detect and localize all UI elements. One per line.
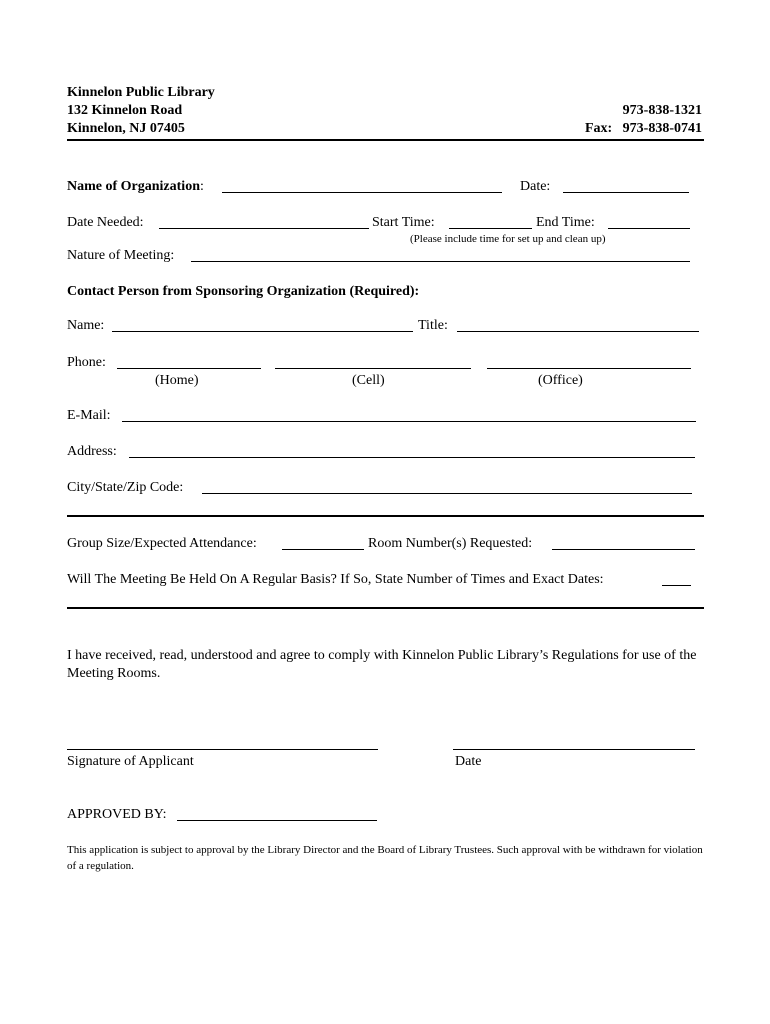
regular-basis-label: Will The Meeting Be Held On A Regular Basis? If So, State Number of Times and Exact Dates: (67, 572, 604, 587)
library-name: Kinnelon Public Library (67, 85, 215, 100)
contact-heading: Contact Person from Sponsoring Organization (Required): (67, 284, 420, 299)
regular-basis-field[interactable] (662, 585, 691, 586)
signature-field[interactable] (67, 749, 378, 750)
approved-field[interactable] (177, 820, 377, 821)
fax-number: 973-838-0741 (622, 121, 702, 136)
start-time-field[interactable] (449, 228, 532, 229)
phone-cell-field[interactable] (275, 368, 471, 369)
section-divider-1 (67, 515, 704, 517)
email-field[interactable] (122, 421, 696, 422)
end-time-label: End Time: (536, 215, 595, 230)
room-label: Room Number(s) Requested: (368, 536, 533, 551)
phone-label: Phone: (67, 355, 106, 370)
date-field[interactable] (563, 192, 689, 193)
room-field[interactable] (552, 549, 695, 550)
header-divider (67, 139, 704, 141)
time-note: (Please include time for set up and clean up) (410, 233, 606, 245)
date-needed-label: Date Needed: (67, 215, 144, 230)
library-phone: 973-838-1321 (622, 103, 702, 118)
phone-home-field[interactable] (117, 368, 261, 369)
title-label: Title: (418, 318, 448, 333)
city-field[interactable] (202, 493, 692, 494)
address-label: Address: (67, 444, 117, 459)
group-size-field[interactable] (282, 549, 364, 550)
org-name-field[interactable] (222, 192, 502, 193)
end-time-field[interactable] (608, 228, 690, 229)
date-needed-field[interactable] (159, 228, 369, 229)
email-label: E-Mail: (67, 408, 111, 423)
approved-label: APPROVED BY: (67, 807, 167, 822)
phone-home-caption: (Home) (155, 373, 199, 388)
section-divider-2 (67, 607, 704, 609)
name-field[interactable] (112, 331, 413, 332)
fax-label: Fax: (584, 121, 613, 136)
signature-date-caption: Date (455, 754, 482, 769)
city-label: City/State/Zip Code: (67, 480, 184, 495)
phone-office-field[interactable] (487, 368, 691, 369)
signature-date-field[interactable] (453, 749, 695, 750)
org-name-label: Name of Organization: (67, 179, 204, 194)
footer-note: This application is subject to approval by the Library Director and the Board of Library Trustees. Such approval with be withdrawn for violation of a regulation. (67, 844, 703, 872)
date-label: Date: (520, 179, 551, 194)
group-size-label: Group Size/Expected Attendance: (67, 536, 257, 551)
phone-office-caption: (Office) (538, 373, 583, 388)
title-field[interactable] (457, 331, 699, 332)
library-street: 132 Kinnelon Road (67, 103, 183, 118)
name-label: Name: (67, 318, 105, 333)
nature-field[interactable] (191, 261, 690, 262)
start-time-label: Start Time: (372, 215, 435, 230)
library-fax (585, 121, 702, 137)
library-city: Kinnelon, NJ 07405 (67, 121, 185, 136)
phone-cell-caption: (Cell) (352, 373, 385, 388)
signature-caption: Signature of Applicant (67, 754, 194, 769)
address-field[interactable] (129, 457, 695, 458)
agreement-text: I have received, read, understood and agree to comply with Kinnelon Public Library’s Regulations for use of the Meeting Rooms. (67, 648, 697, 681)
nature-label: Nature of Meeting: (67, 248, 175, 263)
